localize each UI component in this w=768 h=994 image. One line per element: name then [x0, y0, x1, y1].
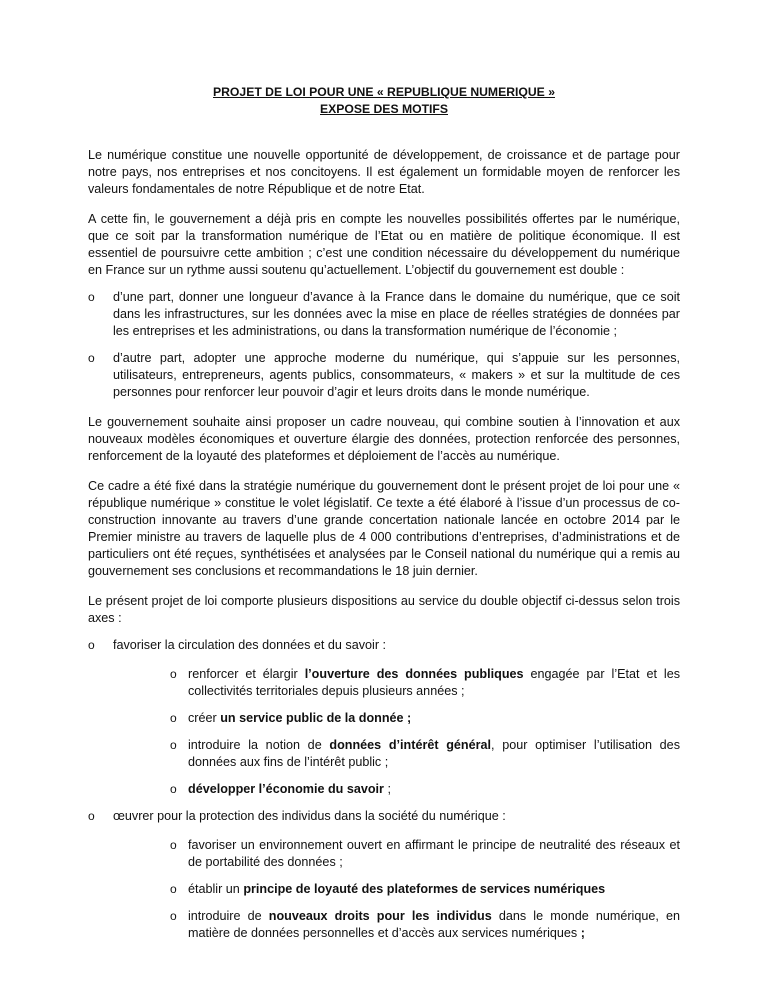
text-run: engagée par l’Etat et les collectivités territoriales depuis plusieurs années ;: [188, 667, 680, 698]
objective-text-2: d’autre part, adopter une approche moderne du numérique, qui s’appuie sur les personnes, utilisateurs, entrepreneurs, agents publics, consommateurs, « makers » et sur la multitude de ces personnes pour renforcer leur pouvoir d’agir et leurs droits dans le monde numérique.: [113, 351, 680, 399]
bullet-marker: o: [170, 711, 177, 725]
text-run: dans le monde numérique, en matière de données personnelles et d’accès aux services numériques: [188, 909, 680, 940]
sub-item-1-4: [88, 781, 680, 798]
paragraph-intro: Le numérique constitue une nouvelle opportunité de développement, de croissance et de partage pour notre pays, nos entreprises et nos concitoyens. Il est également un formidable moyen de renforcer les valeurs fondamentales de notre République et de notre Etat.: [88, 148, 680, 196]
emphasis-text: données d’intérêt général: [329, 738, 492, 752]
emphasis-text: un service public de la donnée ;: [220, 711, 412, 725]
objective-item-1: [88, 289, 680, 340]
paragraph-context: A cette fin, le gouvernement a déjà pris en compte les nouvelles possibilités offertes par le numérique, que ce soit par la transformation numérique de l’Etat ou en matière de politique économique. Il est essentiel de poursuivre cette ambition ; c’est une condition nécessaire du développement du numérique en France sur un rythme aussi soutenu qu’actuellement. L’objectif du gouvernement est double :: [88, 212, 680, 277]
paragraph-framework: Le gouvernement souhaite ainsi proposer un cadre nouveau, qui combine soutien à l’innovation et aux nouveaux modèles économiques et ouverture élargie des données, protection renforcée des personnes, renforcement de la loyauté des plateformes et déploiement de l’accès au numérique.: [88, 415, 680, 463]
document-header: [88, 84, 680, 118]
bullet-marker: o: [170, 909, 177, 923]
sub-text-1-1: [188, 666, 680, 700]
sub-item-2-2: [88, 881, 680, 898]
emphasis-text: nouveaux droits pour les individus: [268, 909, 492, 923]
paragraph-axes: Le présent projet de loi comporte plusieurs dispositions au service du double objectif ci-dessus selon trois axes :: [88, 594, 680, 625]
document-subtitle: EXPOSE DES MOTIFS: [320, 102, 448, 116]
sub-text-2-1: favoriser un environnement ouvert en affirmant le principe de neutralité des réseaux et de portabilité des données ;: [188, 838, 680, 869]
sub-item-2-3: [88, 908, 680, 942]
sub-text-2-3: [188, 908, 680, 942]
text-run: , pour optimiser l’utilisation des données aux fins de l’intérêt public ;: [188, 738, 680, 769]
emphasis-text: l’ouverture des données publiques: [304, 667, 524, 681]
text-run: renforcer et élargir: [188, 667, 305, 681]
emphasis-text: ;: [580, 926, 585, 940]
document-title: PROJET DE LOI POUR UNE « REPUBLIQUE NUMERIQUE »: [213, 85, 555, 99]
bullet-marker: o: [170, 738, 177, 752]
sub-item-1-3: [88, 737, 680, 771]
text-run: créer: [188, 711, 221, 725]
emphasis-text: principe de loyauté des plateformes de services numériques: [243, 882, 606, 896]
axis-text-1: favoriser la circulation des données et du savoir :: [113, 638, 387, 652]
text-run: introduire la notion de: [188, 738, 330, 752]
text-run: introduire de: [188, 909, 269, 923]
paragraph-strategy: Ce cadre a été fixé dans la stratégie numérique du gouvernement dont le présent projet de loi pour une « république numérique » constitue le volet législatif. Ce texte a été élaboré à l’issue d’un processus de co-construction innovante au travers d’une grande concertation nationale lancée en octobre 2014 par le Premier ministre au travers de laquelle plus de 4 000 contributions d’entreprises, d’administrations et de particuliers ont été reçues, synthétisées et analysées par le Conseil national du numérique qui a remis au gouvernement ses conclusions et recommandations le 18 juin dernier.: [88, 479, 680, 578]
axis-text-2: œuvrer pour la protection des individus dans la société du numérique :: [113, 809, 506, 823]
bullet-marker: o: [170, 667, 177, 681]
bullet-marker: o: [170, 782, 177, 796]
sub-text-2-2: [188, 881, 680, 898]
axis-item-1: [88, 637, 680, 654]
objective-text-1: d’une part, donner une longueur d’avance à la France dans le domaine du numérique, que ce soit dans les infrastructures, sur les données avec la mise en place de réelles stratégies de données par les entreprises et les administrations, ou dans la transformation numérique de l’économie ;: [113, 290, 680, 338]
objective-item-2: [88, 350, 680, 401]
text-run: ;: [383, 782, 391, 796]
bullet-marker: o: [88, 809, 95, 823]
bullet-marker: o: [170, 838, 177, 852]
bullet-marker: o: [88, 290, 95, 304]
bullet-marker: o: [88, 638, 95, 652]
axis-item-2: [88, 808, 680, 825]
text-run: établir un: [188, 882, 244, 896]
sub-item-1-1: [88, 666, 680, 700]
sub-item-2-1: [88, 837, 680, 871]
sub-item-1-2: [88, 710, 680, 727]
emphasis-text: développer l’économie du savoir: [188, 782, 384, 796]
bullet-marker: o: [88, 351, 95, 365]
sub-text-1-4: [188, 781, 680, 798]
bullet-marker: o: [170, 882, 177, 896]
sub-text-1-2: [188, 710, 680, 727]
sub-text-1-3: [188, 737, 680, 771]
